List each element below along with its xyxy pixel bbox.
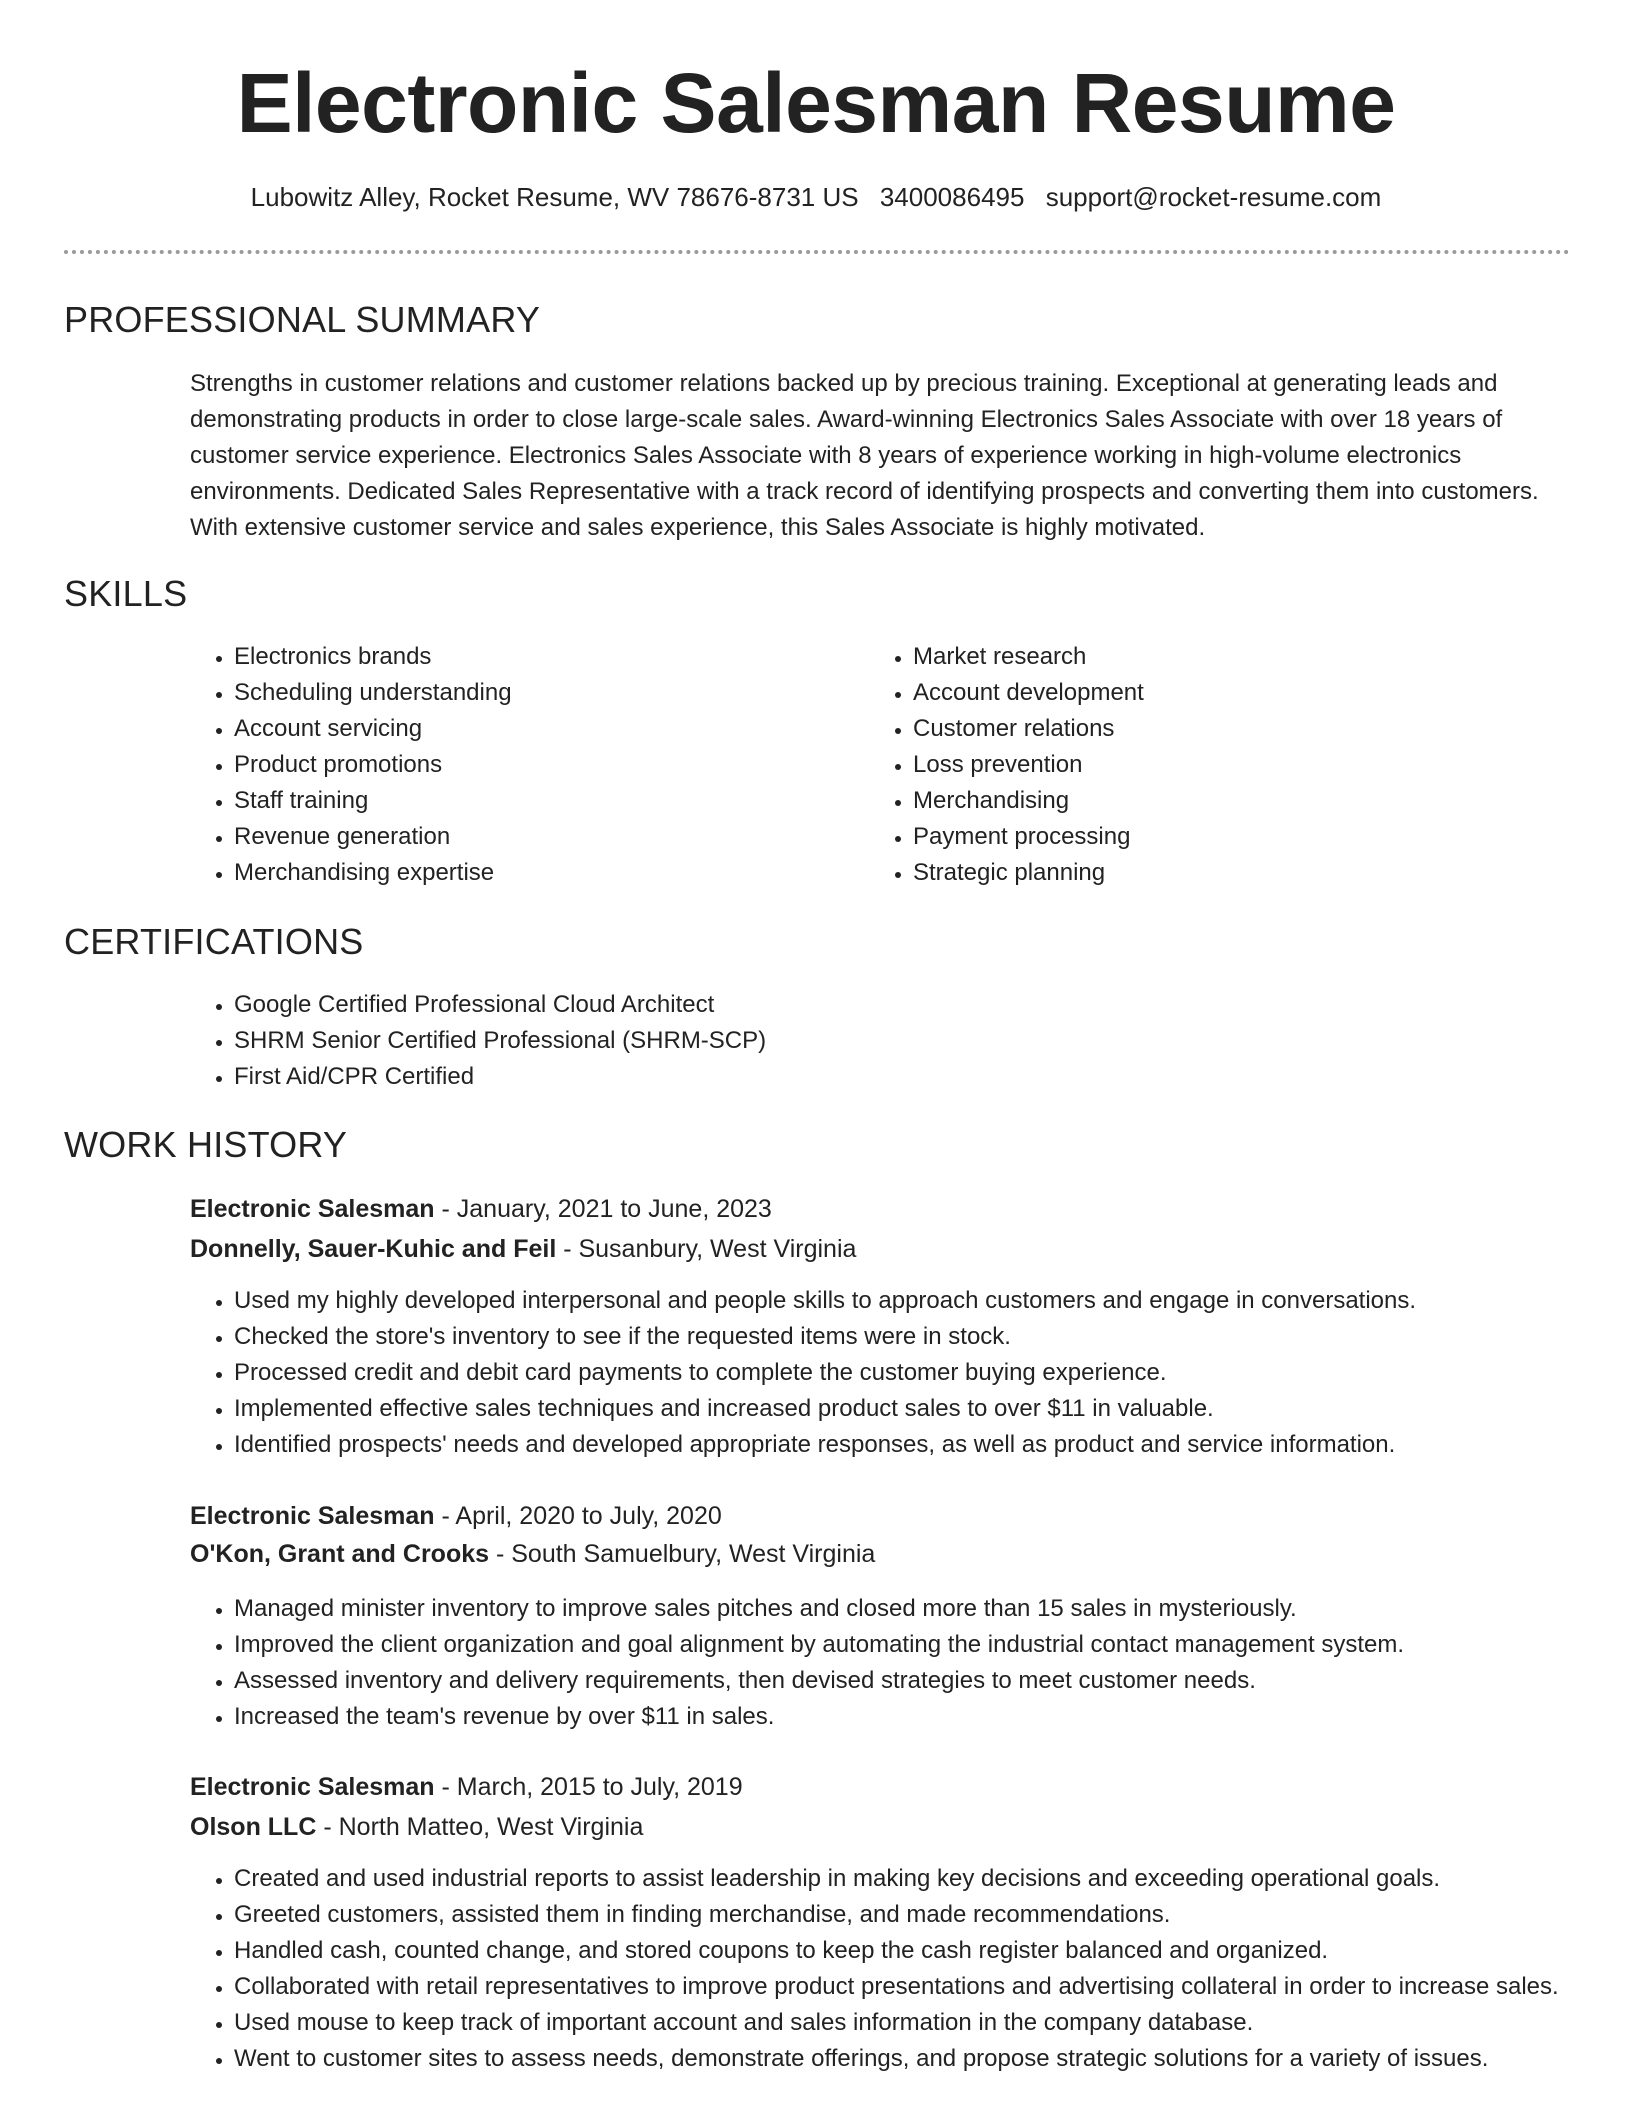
job-title: Electronic Salesman: [190, 1773, 435, 1801]
list-item: • Assessed inventory and delivery requirements, then devised strategies to meet customer needs.: [234, 1663, 1632, 1699]
list-item: • Account development: [913, 675, 1513, 711]
certifications-heading: CERTIFICATIONS: [64, 921, 364, 962]
list-item: • Improved the client organization and goal alignment by automating the industrial contact management system.: [234, 1627, 1632, 1663]
list-item: • Processed credit and debit card payments to complete the customer buying experience.: [234, 1355, 1632, 1391]
list-item: • Loss prevention: [913, 747, 1513, 783]
list-item: • Electronics brands: [234, 639, 834, 675]
list-item: • Staff training: [234, 783, 834, 819]
list-item: • Customer relations: [913, 711, 1513, 747]
job-company-line: [190, 1536, 875, 1572]
summary-text: Strengths in customer relations and customer relations backed up by precious training. Exceptional at generating leads and demonstrating products in order to close large-scale sales. Award-winning Electronics Sales Associate with over 18 years of customer service experience. Electronics Sales Associate with 8 years of experience working in high-volume electronics environments. Dedicated Sales Representative with a track record of identifying prospects and converting them into customers. With extensive customer service and sales experience, this Sales Associate is highly motivated.: [190, 370, 1539, 541]
job-dates: - January, 2021 to June, 2023: [434, 1195, 772, 1223]
list-item: • Handled cash, counted change, and stored coupons to keep the cash register balanced and organized.: [234, 1933, 1632, 1969]
list-item: • Product promotions: [234, 747, 834, 783]
list-item: • Revenue generation: [234, 819, 834, 855]
resume-title: Electronic Salesman Resume: [236, 56, 1396, 150]
work-heading: WORK HISTORY: [64, 1124, 348, 1165]
job-title: Electronic Salesman: [190, 1195, 435, 1223]
job-bullets: [190, 1591, 1632, 1735]
skills-list-left: [190, 639, 834, 891]
list-item: • Google Certified Professional Cloud Architect: [234, 987, 1534, 1023]
job-bullets: [190, 1283, 1632, 1463]
list-item: • First Aid/CPR Certified: [234, 1059, 1534, 1095]
job-company-line: [190, 1231, 856, 1267]
list-item: • Market research: [913, 639, 1513, 675]
job-dates: - April, 2020 to July, 2020: [434, 1502, 722, 1530]
job-company-line: [190, 1809, 643, 1845]
skills-list-right: [869, 639, 1513, 891]
job-company: Olson LLC: [190, 1813, 317, 1841]
list-item: • Checked the store's inventory to see if the requested items were in stock.: [234, 1319, 1632, 1355]
list-item: • Implemented effective sales techniques and increased product sales to over $11 in valuable.: [234, 1391, 1632, 1427]
list-item: • Went to customer sites to assess needs, demonstrate offerings, and propose strategic solutions for a variety of issues.: [234, 2041, 1632, 2077]
certifications-list: [190, 987, 1534, 1095]
job-title-line: [190, 1498, 722, 1534]
job-title: Electronic Salesman: [190, 1502, 435, 1530]
list-item: • Merchandising: [913, 783, 1513, 819]
list-item: • Merchandising expertise: [234, 855, 834, 891]
contact-line: [0, 180, 1632, 214]
list-item: • Strategic planning: [913, 855, 1513, 891]
list-item: • Identified prospects' needs and developed appropriate responses, as well as product and service information.: [234, 1427, 1632, 1463]
job-title-line: [190, 1769, 743, 1805]
list-item: • Used my highly developed interpersonal and people skills to approach customers and engage in conversations.: [234, 1283, 1632, 1319]
job-bullets: [190, 1861, 1632, 2077]
header-divider: [64, 250, 1570, 254]
list-item: • Used mouse to keep track of important account and sales information in the company database.: [234, 2005, 1632, 2041]
list-item: • Account servicing: [234, 711, 834, 747]
list-item: • Scheduling understanding: [234, 675, 834, 711]
job-dates: - March, 2015 to July, 2019: [434, 1773, 743, 1801]
list-item: • Increased the team's revenue by over $11 in sales.: [234, 1699, 1632, 1735]
job-title-line: [190, 1191, 772, 1227]
job-location: - North Matteo, West Virginia: [316, 1813, 644, 1841]
job-company: O'Kon, Grant and Crooks: [190, 1540, 490, 1568]
list-item: • SHRM Senior Certified Professional (SHRM-SCP): [234, 1023, 1534, 1059]
summary-heading: PROFESSIONAL SUMMARY: [64, 299, 541, 340]
job-location: - South Samuelbury, West Virginia: [489, 1540, 876, 1568]
list-item: • Greeted customers, assisted them in finding merchandise, and made recommendations.: [234, 1897, 1632, 1933]
job-company: Donnelly, Sauer-Kuhic and Feil: [190, 1235, 557, 1263]
contact-email: support@rocket-resume.com: [1045, 182, 1382, 212]
contact-address: Lubowitz Alley, Rocket Resume, WV 78676-8731 US: [250, 182, 859, 212]
list-item: • Collaborated with retail representatives to improve product presentations and advertising collateral in order to increase sales.: [234, 1969, 1632, 2005]
job-location: - Susanbury, West Virginia: [556, 1235, 857, 1263]
contact-phone: 3400086495: [879, 182, 1025, 212]
list-item: • Created and used industrial reports to assist leadership in making key decisions and exceeding operational goals.: [234, 1861, 1632, 1897]
skills-heading: SKILLS: [64, 573, 188, 614]
list-item: • Payment processing: [913, 819, 1513, 855]
list-item: • Managed minister inventory to improve sales pitches and closed more than 15 sales in mysteriously.: [234, 1591, 1632, 1627]
